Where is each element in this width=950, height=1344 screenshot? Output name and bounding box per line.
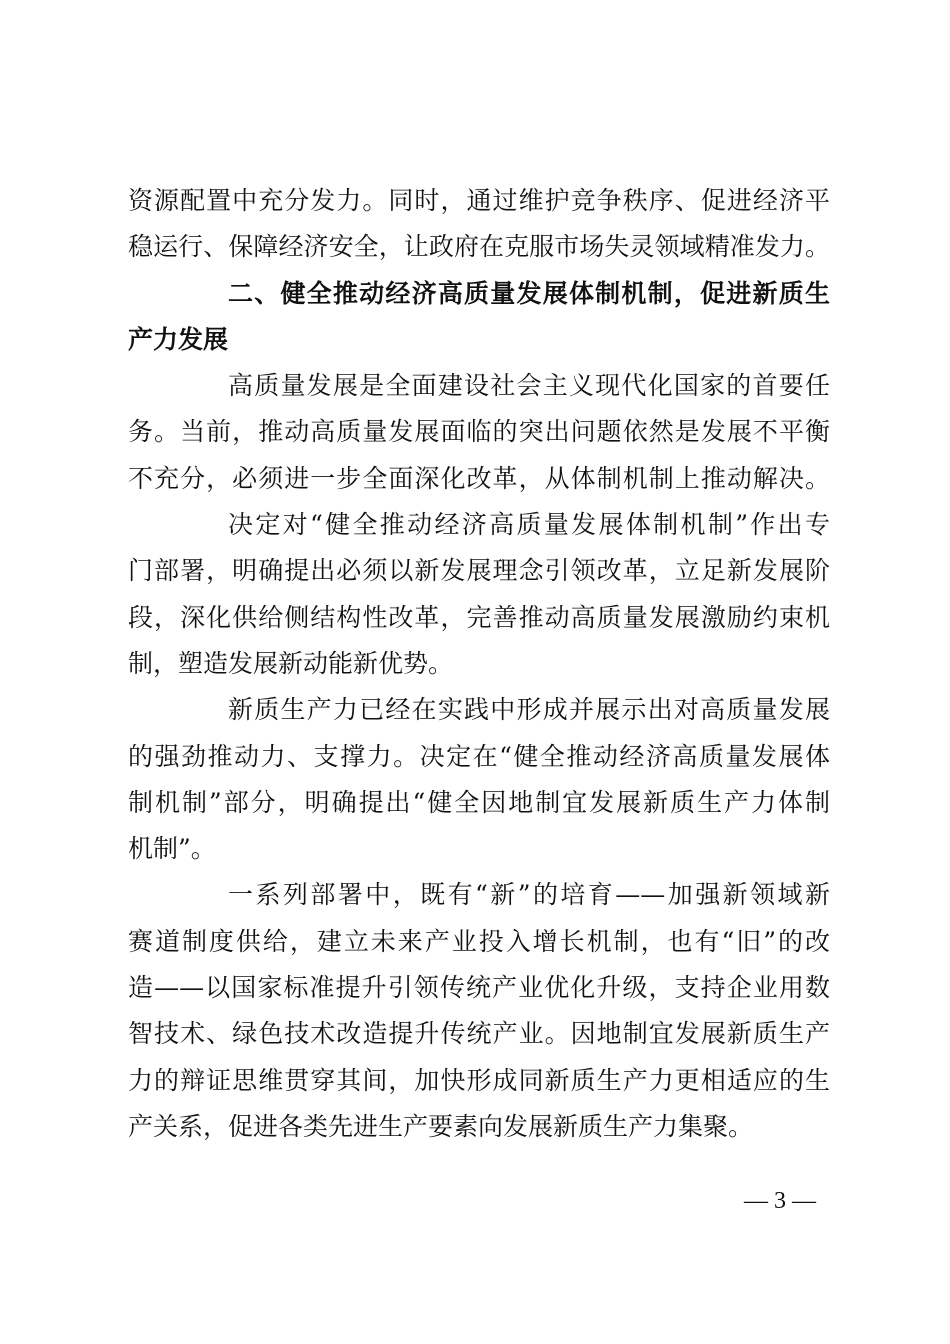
body-text-line: 门部署，明确提出必须以新发展理念引领改革，立足新发展阶 xyxy=(128,556,830,586)
section-heading-line: 产力发展 xyxy=(128,324,229,354)
body-text-line: 务。当前，推动高质量发展面临的突出问题依然是发展不平衡 xyxy=(128,417,830,447)
page-number: — 3 — xyxy=(744,1188,816,1214)
body-text-line: 资源配置中充分发力。同时，通过维护竞争秩序、促进经济平 xyxy=(128,186,830,215)
body-text-line: 造——以国家标准提升引领传统产业优化升级，支持企业用数 xyxy=(128,973,830,1003)
body-text-line: 智技术、绿色技术改造提升传统产业。因地制宜发展新质生产 xyxy=(128,1019,830,1049)
document-body xyxy=(128,178,830,1150)
body-text-line: 的强劲推动力、支撑力。决定在“健全推动经济高质量发展体 xyxy=(128,741,830,771)
body-text-line: 一系列部署中，既有“新”的培育——加强新领域新 xyxy=(228,880,830,910)
body-text-line: 制，塑造发展新动能新优势。 xyxy=(128,648,454,678)
body-text-line: 制机制”部分，明确提出“健全因地制宜发展新质生产力体制 xyxy=(128,787,830,817)
body-text-line: 机制”。 xyxy=(128,834,216,864)
body-text-line: 不充分，必须进一步全面深化改革，从体制机制上推动解决。 xyxy=(128,463,830,493)
body-text-line: 决定对“健全推动经济高质量发展体制机制”作出专 xyxy=(228,510,830,540)
body-text-line: 新质生产力已经在实践中形成并展示出对高质量发展 xyxy=(228,695,830,725)
body-text-line: 段，深化供给侧结构性改革，完善推动高质量发展激励约束机 xyxy=(128,602,830,632)
section-heading-line: 二、健全推动经济高质量发展体制机制，促进新质生 xyxy=(228,278,830,308)
body-text-line: 稳运行、保障经济安全，让政府在克服市场失灵领域精准发力。 xyxy=(128,232,830,262)
body-text-line: 产关系，促进各类先进生产要素向发展新质生产力集聚。 xyxy=(128,1111,754,1141)
body-text-line: 力的辩证思维贯穿其间，加快形成同新质生产力更相适应的生 xyxy=(128,1065,830,1095)
body-text-line: 赛道制度供给，建立未来产业投入增长机制，也有“旧”的改 xyxy=(128,926,830,956)
body-text-line: 高质量发展是全面建设社会主义现代化国家的首要任 xyxy=(228,371,830,401)
